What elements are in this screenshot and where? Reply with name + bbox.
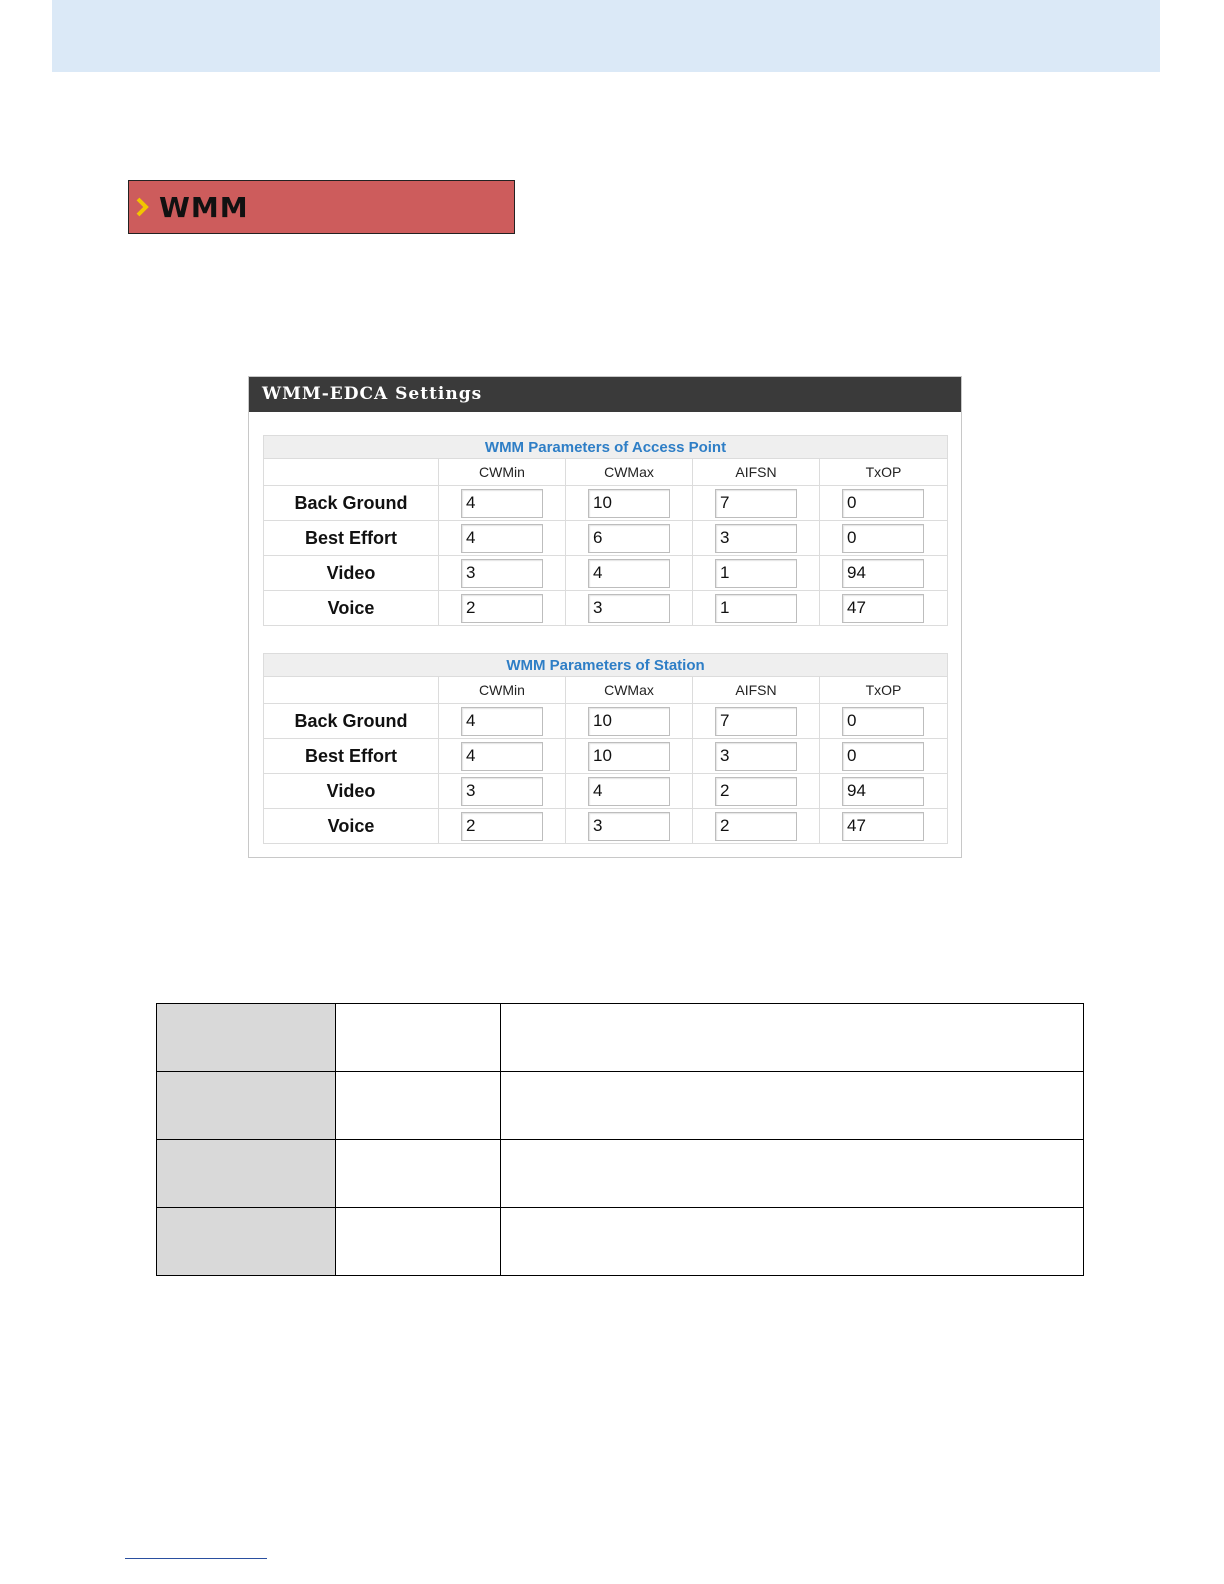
- sta-voice-aifsn-input[interactable]: [715, 812, 797, 841]
- sta-video-aifsn-input[interactable]: [715, 777, 797, 806]
- table-row: [264, 704, 948, 739]
- table-row: [264, 739, 948, 774]
- row-label-voice: Voice: [264, 809, 439, 844]
- column-header-cwmin: CWMin: [439, 677, 566, 704]
- sta-best-effort-cwmax-input[interactable]: [588, 742, 670, 771]
- ap-back-ground-cwmin-input[interactable]: [461, 489, 543, 518]
- desc-cell-text: [501, 1072, 1084, 1140]
- row-label-video: Video: [264, 774, 439, 809]
- page-header-band: [52, 0, 1160, 72]
- column-header-txop: TxOP: [820, 677, 948, 704]
- table-row: [264, 809, 948, 844]
- desc-cell-text: [501, 1208, 1084, 1276]
- desc-cell-label: [157, 1004, 336, 1072]
- sta-back-ground-txop-input[interactable]: [842, 707, 924, 736]
- ap-back-ground-cwmax-input[interactable]: [588, 489, 670, 518]
- ap-back-ground-txop-input[interactable]: [842, 489, 924, 518]
- row-label-back-ground: Back Ground: [264, 704, 439, 739]
- description-table: [156, 1003, 1084, 1276]
- footer-rule: [125, 1558, 267, 1559]
- row-label-voice: Voice: [264, 591, 439, 626]
- sta-voice-cwmin-input[interactable]: [461, 812, 543, 841]
- table-row: [157, 1208, 1084, 1276]
- ap-video-cwmax-input[interactable]: [588, 559, 670, 588]
- sta-best-effort-txop-input[interactable]: [842, 742, 924, 771]
- table-row: [264, 486, 948, 521]
- table-row: [157, 1072, 1084, 1140]
- column-header-cwmax: CWMax: [566, 677, 693, 704]
- sta-best-effort-aifsn-input[interactable]: [715, 742, 797, 771]
- desc-cell-sub: [336, 1004, 501, 1072]
- desc-cell-sub: [336, 1072, 501, 1140]
- panel-title: WMM-EDCA Settings: [249, 377, 961, 412]
- column-header-aifsn: AIFSN: [693, 459, 820, 486]
- row-label-best-effort: Best Effort: [264, 521, 439, 556]
- access-point-parameters-table: [263, 435, 948, 626]
- sta-voice-cwmax-input[interactable]: [588, 812, 670, 841]
- table-row: [264, 774, 948, 809]
- column-header-aifsn: AIFSN: [693, 677, 820, 704]
- column-header-cwmax: CWMax: [566, 459, 693, 486]
- row-label-back-ground: Back Ground: [264, 486, 439, 521]
- table-row: [264, 521, 948, 556]
- section-header: [128, 180, 515, 234]
- table-caption: WMM Parameters of Access Point: [264, 436, 948, 459]
- station-parameters-table: [263, 653, 948, 844]
- sta-video-cwmin-input[interactable]: [461, 777, 543, 806]
- ap-best-effort-cwmin-input[interactable]: [461, 524, 543, 553]
- empty-header-cell: [264, 677, 439, 704]
- sta-video-cwmax-input[interactable]: [588, 777, 670, 806]
- ap-voice-txop-input[interactable]: [842, 594, 924, 623]
- sta-video-txop-input[interactable]: [842, 777, 924, 806]
- row-label-best-effort: Best Effort: [264, 739, 439, 774]
- table-row: [264, 556, 948, 591]
- desc-cell-sub: [336, 1208, 501, 1276]
- sta-back-ground-cwmin-input[interactable]: [461, 707, 543, 736]
- empty-header-cell: [264, 459, 439, 486]
- wmm-edca-settings-panel: [248, 376, 962, 858]
- table-row: [264, 591, 948, 626]
- ap-voice-cwmin-input[interactable]: [461, 594, 543, 623]
- sta-back-ground-cwmax-input[interactable]: [588, 707, 670, 736]
- table-row: [157, 1140, 1084, 1208]
- desc-cell-text: [501, 1004, 1084, 1072]
- chevron-right-icon: [135, 196, 151, 218]
- table-caption: WMM Parameters of Station: [264, 654, 948, 677]
- column-header-txop: TxOP: [820, 459, 948, 486]
- desc-cell-label: [157, 1208, 336, 1276]
- ap-best-effort-cwmax-input[interactable]: [588, 524, 670, 553]
- ap-video-txop-input[interactable]: [842, 559, 924, 588]
- ap-video-cwmin-input[interactable]: [461, 559, 543, 588]
- section-title: WMM: [159, 190, 249, 224]
- desc-cell-sub: [336, 1140, 501, 1208]
- table-row: [157, 1004, 1084, 1072]
- desc-cell-label: [157, 1072, 336, 1140]
- ap-back-ground-aifsn-input[interactable]: [715, 489, 797, 518]
- ap-best-effort-aifsn-input[interactable]: [715, 524, 797, 553]
- column-header-cwmin: CWMin: [439, 459, 566, 486]
- ap-voice-aifsn-input[interactable]: [715, 594, 797, 623]
- sta-voice-txop-input[interactable]: [842, 812, 924, 841]
- sta-back-ground-aifsn-input[interactable]: [715, 707, 797, 736]
- desc-cell-label: [157, 1140, 336, 1208]
- ap-video-aifsn-input[interactable]: [715, 559, 797, 588]
- desc-cell-text: [501, 1140, 1084, 1208]
- ap-voice-cwmax-input[interactable]: [588, 594, 670, 623]
- ap-best-effort-txop-input[interactable]: [842, 524, 924, 553]
- sta-best-effort-cwmin-input[interactable]: [461, 742, 543, 771]
- row-label-video: Video: [264, 556, 439, 591]
